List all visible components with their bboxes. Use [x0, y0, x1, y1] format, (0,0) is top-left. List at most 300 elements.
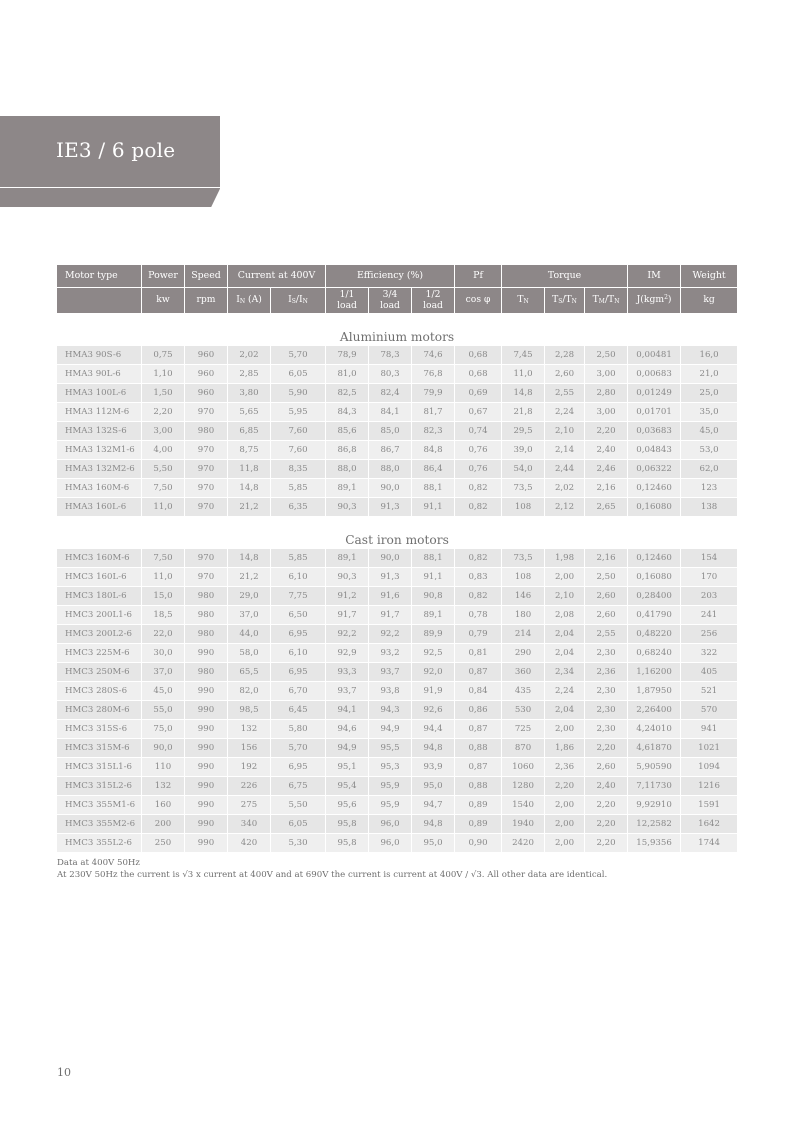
cell-eff-three-quarter: 85,0 — [369, 422, 412, 441]
cell-cos-phi: 0,76 — [455, 460, 502, 479]
cell-torque-tn: 73,5 — [502, 479, 545, 498]
cell-speed: 970 — [185, 498, 228, 517]
cell-eff-full: 89,1 — [326, 479, 369, 498]
cell-torque-tm-ratio: 2,30 — [585, 644, 628, 663]
table-row — [57, 365, 737, 384]
table-row — [57, 682, 737, 701]
table-row — [57, 479, 737, 498]
cell-power: 4,00 — [142, 441, 185, 460]
cell-torque-tn: 435 — [502, 682, 545, 701]
cell-power: 7,50 — [142, 479, 185, 498]
cell-speed: 970 — [185, 549, 228, 568]
cell-eff-three-quarter: 93,8 — [369, 682, 412, 701]
page-title: IE3 / 6 pole — [56, 138, 176, 162]
cell-eff-full: 95,1 — [326, 758, 369, 777]
header-cos-phi: cos φ — [455, 288, 502, 314]
cell-power: 75,0 — [142, 720, 185, 739]
cell-current-in: 6,85 — [228, 422, 271, 441]
cell-motor-type: HMC3 355L2-6 — [57, 834, 142, 853]
cell-torque-tn: 214 — [502, 625, 545, 644]
cell-power: 7,50 — [142, 549, 185, 568]
cell-current-in: 14,8 — [228, 549, 271, 568]
cell-motor-type: HMC3 280S-6 — [57, 682, 142, 701]
cell-speed: 990 — [185, 644, 228, 663]
cell-current-in: 3,80 — [228, 384, 271, 403]
cell-motor-type: HMA3 160M-6 — [57, 479, 142, 498]
cell-torque-tm-ratio: 2,50 — [585, 568, 628, 587]
cell-torque-ts-ratio: 2,00 — [545, 815, 585, 834]
cell-current-in: 37,0 — [228, 606, 271, 625]
cell-current-in: 8,75 — [228, 441, 271, 460]
cell-inertia: 0,41790 — [628, 606, 681, 625]
header-weight: Weight — [681, 265, 737, 288]
cell-cos-phi: 0,83 — [455, 568, 502, 587]
cell-weight: 62,0 — [681, 460, 737, 479]
cell-torque-tm-ratio: 2,30 — [585, 720, 628, 739]
cell-torque-tm-ratio: 2,20 — [585, 815, 628, 834]
cell-torque-tm-ratio: 2,30 — [585, 701, 628, 720]
table-row — [57, 460, 737, 479]
cell-inertia: 1,16200 — [628, 663, 681, 682]
cell-eff-full: 88,0 — [326, 460, 369, 479]
cell-current-in: 420 — [228, 834, 271, 853]
cell-eff-full: 92,2 — [326, 625, 369, 644]
table-row — [57, 758, 737, 777]
table-row — [57, 663, 737, 682]
header-load-full: 1/1 load — [326, 288, 369, 314]
cell-eff-half: 92,5 — [412, 644, 455, 663]
cell-current-ratio: 5,50 — [271, 796, 326, 815]
cell-eff-half: 79,9 — [412, 384, 455, 403]
cell-inertia: 0,06322 — [628, 460, 681, 479]
cell-eff-full: 90,3 — [326, 498, 369, 517]
cell-torque-ts-ratio: 1,98 — [545, 549, 585, 568]
cell-eff-three-quarter: 88,0 — [369, 460, 412, 479]
cell-inertia: 1,87950 — [628, 682, 681, 701]
cell-torque-tm-ratio: 2,30 — [585, 682, 628, 701]
cell-weight: 241 — [681, 606, 737, 625]
cell-cos-phi: 0,68 — [455, 365, 502, 384]
cell-torque-tm-ratio: 2,20 — [585, 422, 628, 441]
cell-torque-tn: 39,0 — [502, 441, 545, 460]
cell-inertia: 4,24010 — [628, 720, 681, 739]
cell-inertia: 0,68240 — [628, 644, 681, 663]
footnote-data-basis: Data at 400V 50Hz — [57, 858, 140, 868]
header-in-amps: $I_N$ (A) — [228, 288, 271, 314]
cell-speed: 980 — [185, 422, 228, 441]
footnote-voltage: At 230V 50Hz the current is √3 x current at 400V and at 690V the current is current at 400V / √3. All other data are identical. — [57, 870, 608, 880]
cell-power: 11,0 — [142, 498, 185, 517]
cell-weight: 1216 — [681, 777, 737, 796]
cell-cos-phi: 0,68 — [455, 346, 502, 365]
cell-torque-tm-ratio: 2,20 — [585, 796, 628, 815]
cell-torque-tn: 1540 — [502, 796, 545, 815]
cell-cos-phi: 0,79 — [455, 625, 502, 644]
cell-eff-half: 84,8 — [412, 441, 455, 460]
cell-cos-phi: 0,89 — [455, 796, 502, 815]
cell-eff-full: 82,5 — [326, 384, 369, 403]
cell-speed: 990 — [185, 815, 228, 834]
cell-motor-type: HMC3 200L1-6 — [57, 606, 142, 625]
cell-eff-three-quarter: 91,7 — [369, 606, 412, 625]
cell-speed: 980 — [185, 625, 228, 644]
cell-power: 15,0 — [142, 587, 185, 606]
cell-eff-full: 92,9 — [326, 644, 369, 663]
cell-weight: 170 — [681, 568, 737, 587]
table-row — [57, 625, 737, 644]
cell-torque-ts-ratio: 2,14 — [545, 441, 585, 460]
cell-speed: 990 — [185, 739, 228, 758]
cell-inertia: 0,16080 — [628, 568, 681, 587]
header-load-half: 1/2 load — [412, 288, 455, 314]
cell-motor-type: HMC3 355M2-6 — [57, 815, 142, 834]
cell-motor-type: HMC3 160M-6 — [57, 549, 142, 568]
cell-eff-three-quarter: 84,1 — [369, 403, 412, 422]
header-is-in: $I_S/I_N$ — [271, 288, 326, 314]
cell-motor-type: HMC3 315L2-6 — [57, 777, 142, 796]
table-row — [57, 587, 737, 606]
cell-torque-ts-ratio: 2,36 — [545, 758, 585, 777]
cell-eff-half: 92,6 — [412, 701, 455, 720]
cell-eff-full: 89,1 — [326, 549, 369, 568]
header-motor-type: Motor type — [57, 265, 142, 288]
cell-weight: 1591 — [681, 796, 737, 815]
cell-torque-ts-ratio: 2,24 — [545, 403, 585, 422]
cell-motor-type: HMA3 132M2-6 — [57, 460, 142, 479]
header-inertia: J(kgm$^2$) — [628, 288, 681, 314]
cell-eff-half: 95,0 — [412, 834, 455, 853]
cell-torque-ts-ratio: 1,86 — [545, 739, 585, 758]
cell-torque-ts-ratio: 2,00 — [545, 796, 585, 815]
cell-speed: 960 — [185, 384, 228, 403]
cell-cos-phi: 0,82 — [455, 498, 502, 517]
cell-power: 110 — [142, 758, 185, 777]
cell-cos-phi: 0,86 — [455, 701, 502, 720]
cell-current-in: 5,65 — [228, 403, 271, 422]
cell-power: 0,75 — [142, 346, 185, 365]
cell-cos-phi: 0,89 — [455, 815, 502, 834]
cell-speed: 990 — [185, 777, 228, 796]
cell-inertia: 7,11730 — [628, 777, 681, 796]
cell-weight: 1021 — [681, 739, 737, 758]
cell-torque-tm-ratio: 2,65 — [585, 498, 628, 517]
cell-cos-phi: 0,82 — [455, 587, 502, 606]
cell-eff-half: 88,1 — [412, 479, 455, 498]
cell-speed: 990 — [185, 758, 228, 777]
cell-eff-three-quarter: 95,9 — [369, 796, 412, 815]
cell-current-ratio: 5,70 — [271, 346, 326, 365]
cell-current-in: 340 — [228, 815, 271, 834]
cell-eff-full: 90,3 — [326, 568, 369, 587]
cell-power: 1,50 — [142, 384, 185, 403]
cell-cos-phi: 0,84 — [455, 682, 502, 701]
cell-motor-type: HMC3 180L-6 — [57, 587, 142, 606]
cell-power: 250 — [142, 834, 185, 853]
cell-inertia: 0,04843 — [628, 441, 681, 460]
cell-eff-full: 95,4 — [326, 777, 369, 796]
cell-current-ratio: 6,50 — [271, 606, 326, 625]
cell-torque-tm-ratio: 2,46 — [585, 460, 628, 479]
cell-power: 37,0 — [142, 663, 185, 682]
cell-current-in: 11,8 — [228, 460, 271, 479]
cell-torque-tm-ratio: 2,40 — [585, 441, 628, 460]
cell-torque-ts-ratio: 2,08 — [545, 606, 585, 625]
cell-weight: 521 — [681, 682, 737, 701]
cell-torque-tm-ratio: 2,16 — [585, 479, 628, 498]
table-row — [57, 441, 737, 460]
header-tm-tn: $T_M/T_N$ — [585, 288, 628, 314]
cell-power: 5,50 — [142, 460, 185, 479]
cell-torque-tn: 108 — [502, 568, 545, 587]
cell-torque-tm-ratio: 2,36 — [585, 663, 628, 682]
cell-current-ratio: 7,75 — [271, 587, 326, 606]
cell-inertia: 5,90590 — [628, 758, 681, 777]
cell-torque-tn: 360 — [502, 663, 545, 682]
cell-torque-tn: 1940 — [502, 815, 545, 834]
table-row — [57, 498, 737, 517]
cell-current-in: 2,02 — [228, 346, 271, 365]
cell-current-ratio: 6,95 — [271, 625, 326, 644]
cell-speed: 970 — [185, 479, 228, 498]
cell-current-in: 156 — [228, 739, 271, 758]
cell-inertia: 12,2582 — [628, 815, 681, 834]
cell-current-ratio: 6,35 — [271, 498, 326, 517]
cell-speed: 970 — [185, 568, 228, 587]
header-efficiency: Efficiency (%) — [326, 265, 455, 288]
cell-torque-tm-ratio: 2,20 — [585, 834, 628, 853]
cell-eff-half: 91,1 — [412, 568, 455, 587]
cell-speed: 980 — [185, 663, 228, 682]
table-row — [57, 549, 737, 568]
cell-speed: 970 — [185, 460, 228, 479]
header-power: Power — [142, 265, 185, 288]
cell-torque-ts-ratio: 2,04 — [545, 644, 585, 663]
cell-eff-three-quarter: 80,3 — [369, 365, 412, 384]
cell-torque-tn: 146 — [502, 587, 545, 606]
cell-eff-three-quarter: 95,9 — [369, 777, 412, 796]
cell-torque-ts-ratio: 2,02 — [545, 479, 585, 498]
cell-current-in: 226 — [228, 777, 271, 796]
table-row — [57, 346, 737, 365]
cell-current-ratio: 7,60 — [271, 422, 326, 441]
cell-cos-phi: 0,82 — [455, 479, 502, 498]
cell-eff-full: 78,9 — [326, 346, 369, 365]
cell-torque-tn: 1060 — [502, 758, 545, 777]
cell-eff-three-quarter: 91,3 — [369, 568, 412, 587]
cell-torque-tn: 108 — [502, 498, 545, 517]
cell-power: 160 — [142, 796, 185, 815]
cell-cos-phi: 0,69 — [455, 384, 502, 403]
cell-torque-ts-ratio: 2,12 — [545, 498, 585, 517]
cell-eff-full: 95,8 — [326, 815, 369, 834]
cell-eff-three-quarter: 94,9 — [369, 720, 412, 739]
cell-inertia: 0,03683 — [628, 422, 681, 441]
cell-eff-three-quarter: 93,2 — [369, 644, 412, 663]
cell-eff-full: 85,6 — [326, 422, 369, 441]
cell-weight: 1744 — [681, 834, 737, 853]
cell-power: 132 — [142, 777, 185, 796]
cell-current-ratio: 7,60 — [271, 441, 326, 460]
cell-motor-type: HMA3 132M1-6 — [57, 441, 142, 460]
cell-eff-half: 74,6 — [412, 346, 455, 365]
cell-weight: 203 — [681, 587, 737, 606]
cell-power: 55,0 — [142, 701, 185, 720]
table-row — [57, 815, 737, 834]
cell-inertia: 15,9356 — [628, 834, 681, 853]
header-unit-rpm: rpm — [185, 288, 228, 314]
cell-motor-type: HMA3 112M-6 — [57, 403, 142, 422]
cell-torque-tm-ratio: 2,60 — [585, 758, 628, 777]
table-row — [57, 777, 737, 796]
cell-speed: 990 — [185, 701, 228, 720]
cell-torque-tm-ratio: 2,50 — [585, 346, 628, 365]
cell-eff-full: 94,1 — [326, 701, 369, 720]
section-heading: Cast iron motors — [57, 517, 737, 549]
cell-torque-ts-ratio: 2,04 — [545, 625, 585, 644]
header-speed: Speed — [185, 265, 228, 288]
cell-eff-half: 94,8 — [412, 739, 455, 758]
cell-speed: 960 — [185, 365, 228, 384]
cell-eff-half: 89,1 — [412, 606, 455, 625]
header-load-three-quarter: 3/4 load — [369, 288, 412, 314]
cell-torque-tn: 21,8 — [502, 403, 545, 422]
cell-eff-three-quarter: 82,4 — [369, 384, 412, 403]
cell-inertia: 0,28400 — [628, 587, 681, 606]
section-heading-row — [57, 517, 737, 549]
cell-current-ratio: 6,75 — [271, 777, 326, 796]
cell-motor-type: HMC3 225M-6 — [57, 644, 142, 663]
cell-motor-type: HMC3 315S-6 — [57, 720, 142, 739]
cell-current-ratio: 6,45 — [271, 701, 326, 720]
cell-motor-type: HMC3 200L2-6 — [57, 625, 142, 644]
cell-weight: 256 — [681, 625, 737, 644]
cell-eff-full: 86,8 — [326, 441, 369, 460]
cell-eff-half: 89,9 — [412, 625, 455, 644]
cell-eff-half: 94,8 — [412, 815, 455, 834]
cell-current-ratio: 6,05 — [271, 815, 326, 834]
cell-cos-phi: 0,76 — [455, 441, 502, 460]
cell-eff-three-quarter: 95,3 — [369, 758, 412, 777]
cell-torque-tn: 11,0 — [502, 365, 545, 384]
motor-spec-table — [57, 265, 737, 853]
cell-cos-phi: 0,78 — [455, 606, 502, 625]
cell-torque-tm-ratio: 3,00 — [585, 403, 628, 422]
cell-current-in: 65,5 — [228, 663, 271, 682]
cell-torque-ts-ratio: 2,24 — [545, 682, 585, 701]
cell-weight: 25,0 — [681, 384, 737, 403]
header-ts-tn: $T_S/T_N$ — [545, 288, 585, 314]
cell-inertia: 9,92910 — [628, 796, 681, 815]
cell-motor-type: HMA3 100L-6 — [57, 384, 142, 403]
cell-power: 3,00 — [142, 422, 185, 441]
cell-speed: 990 — [185, 796, 228, 815]
header-unit-kg: kg — [681, 288, 737, 314]
cell-weight: 941 — [681, 720, 737, 739]
table-row — [57, 720, 737, 739]
cell-weight: 35,0 — [681, 403, 737, 422]
table-row — [57, 384, 737, 403]
cell-speed: 990 — [185, 682, 228, 701]
cell-current-ratio: 6,95 — [271, 758, 326, 777]
cell-current-in: 44,0 — [228, 625, 271, 644]
cell-eff-half: 88,1 — [412, 549, 455, 568]
cell-speed: 960 — [185, 346, 228, 365]
cell-cos-phi: 0,67 — [455, 403, 502, 422]
cell-eff-full: 93,3 — [326, 663, 369, 682]
cell-torque-tn: 54,0 — [502, 460, 545, 479]
cell-torque-ts-ratio: 2,34 — [545, 663, 585, 682]
header-pf: Pf — [455, 265, 502, 288]
cell-motor-type: HMC3 280M-6 — [57, 701, 142, 720]
cell-power: 1,10 — [142, 365, 185, 384]
cell-speed: 990 — [185, 834, 228, 853]
cell-inertia: 2,26400 — [628, 701, 681, 720]
cell-inertia: 0,00481 — [628, 346, 681, 365]
cell-inertia: 0,01249 — [628, 384, 681, 403]
cell-torque-tm-ratio: 2,60 — [585, 587, 628, 606]
cell-eff-three-quarter: 95,5 — [369, 739, 412, 758]
cell-eff-full: 84,3 — [326, 403, 369, 422]
cell-power: 18,5 — [142, 606, 185, 625]
cell-eff-three-quarter: 93,7 — [369, 663, 412, 682]
cell-eff-full: 91,7 — [326, 606, 369, 625]
cell-current-ratio: 5,90 — [271, 384, 326, 403]
cell-eff-half: 94,7 — [412, 796, 455, 815]
cell-motor-type: HMA3 90S-6 — [57, 346, 142, 365]
header-tn: $T_N$ — [502, 288, 545, 314]
cell-power: 11,0 — [142, 568, 185, 587]
cell-current-ratio: 5,80 — [271, 720, 326, 739]
title-divider — [0, 187, 220, 188]
cell-current-in: 132 — [228, 720, 271, 739]
cell-torque-tm-ratio: 3,00 — [585, 365, 628, 384]
cell-motor-type: HMC3 315L1-6 — [57, 758, 142, 777]
table-row — [57, 403, 737, 422]
cell-inertia: 0,00683 — [628, 365, 681, 384]
cell-cos-phi: 0,82 — [455, 549, 502, 568]
cell-weight: 21,0 — [681, 365, 737, 384]
cell-torque-tn: 29,5 — [502, 422, 545, 441]
cell-torque-ts-ratio: 2,00 — [545, 568, 585, 587]
cell-torque-ts-ratio: 2,60 — [545, 365, 585, 384]
cell-current-in: 192 — [228, 758, 271, 777]
cell-eff-three-quarter: 91,6 — [369, 587, 412, 606]
cell-current-in: 2,85 — [228, 365, 271, 384]
cell-eff-half: 81,7 — [412, 403, 455, 422]
cell-eff-three-quarter: 90,0 — [369, 479, 412, 498]
cell-torque-tn: 180 — [502, 606, 545, 625]
cell-speed: 990 — [185, 720, 228, 739]
cell-cos-phi: 0,87 — [455, 663, 502, 682]
cell-weight: 1094 — [681, 758, 737, 777]
section-heading-row — [57, 314, 737, 346]
cell-current-in: 29,0 — [228, 587, 271, 606]
cell-cos-phi: 0,81 — [455, 644, 502, 663]
cell-cos-phi: 0,74 — [455, 422, 502, 441]
cell-torque-tm-ratio: 2,16 — [585, 549, 628, 568]
cell-eff-full: 94,9 — [326, 739, 369, 758]
cell-eff-three-quarter: 86,7 — [369, 441, 412, 460]
cell-eff-full: 93,7 — [326, 682, 369, 701]
cell-torque-tn: 7,45 — [502, 346, 545, 365]
cell-torque-ts-ratio: 2,20 — [545, 777, 585, 796]
cell-torque-tn: 725 — [502, 720, 545, 739]
page-number: 10 — [57, 1066, 71, 1079]
cell-eff-three-quarter: 92,2 — [369, 625, 412, 644]
cell-weight: 45,0 — [681, 422, 737, 441]
table-row — [57, 606, 737, 625]
cell-torque-tn: 870 — [502, 739, 545, 758]
